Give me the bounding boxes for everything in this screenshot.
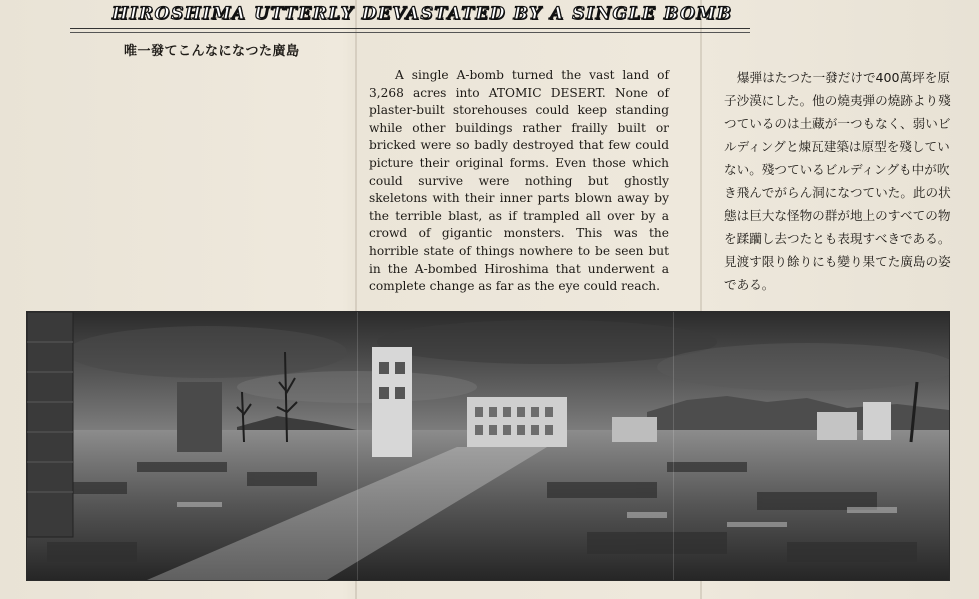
english-paragraph: A single A-bomb turned the vast land of 3,268 acres into ATOMIC DESERT. None of plaster-built storehouses could keep standing while other buildings rather frailly built or bricked were so badly destroyed that few could picture their original forms. Even those which could survive were nothing but ghostly skeletons with their inner parts blown away by the terrible blast, as if trampled all over by a crowd of gigantic monsters. This was the horrible state of things nowhere to be seen but in the A-bombed Hiroshima that underwent a complete change as far as the eye could reach. (369, 68, 669, 294)
panorama-photo (26, 311, 950, 581)
photo-seam (357, 312, 358, 580)
japanese-paragraph: 爆弾はたつた一發だけで400萬坪を原子沙漠にした。他の燒夷弾の燒跡より殘つているのは土藏が一つもなく、弱いビルディングと煉瓦建築は原型を殘していない。殘つているビルディングも中が吹き飛んでがらん洞になつていた。此の状態は巨大な怪物の群が地上のすべての物を蹂躪し去つたとも表現すべきである。見渡す限り餘りにも變り果てた廣島の姿である。 (724, 70, 951, 292)
header-rule (70, 28, 750, 29)
headline: HIROSHIMA UTTERLY DEVASTATED BY A SINGLE BOMB (112, 4, 733, 24)
header-rule (70, 32, 750, 33)
photo-seam (673, 312, 674, 580)
ruins-illustration (27, 312, 949, 580)
japanese-subtitle: 唯一發てこんなになつた廣島 (124, 44, 300, 59)
